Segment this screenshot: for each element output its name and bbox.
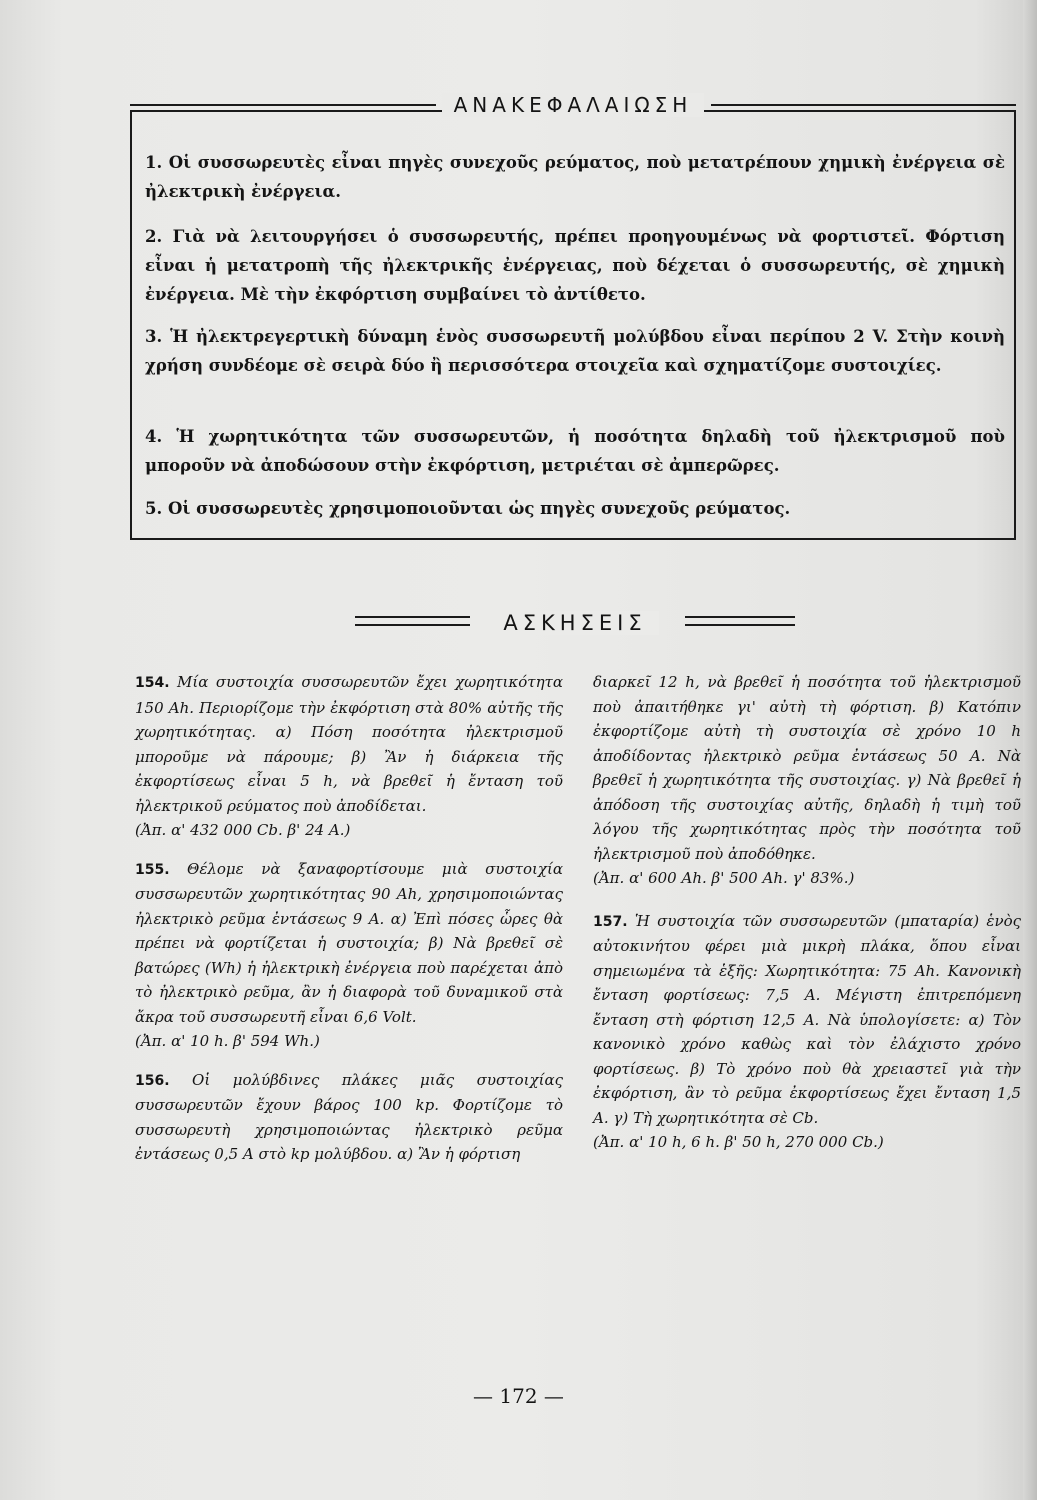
exercise-156-continued: [593, 670, 1021, 891]
exercise-number: 157.: [593, 913, 628, 930]
exercise-number: 155.: [135, 861, 170, 878]
exercise-154: [135, 670, 563, 843]
exercise-number: 154.: [135, 675, 170, 691]
page-edge-shadow: [1023, 0, 1037, 1500]
summary-rule-left: [130, 104, 436, 106]
exercise-answer: (Ἀπ. α' 432 000 Cb. β' 24 A.): [135, 821, 351, 839]
summary-item-5: 5. Οἱ συσσωρευτὲς χρησιμοποιοῦνται ὡς πηγὲς συνεχοῦς ρεύματος.: [145, 499, 791, 518]
summary-rule-right: [711, 104, 1017, 106]
exercise-number: 156.: [135, 1072, 170, 1089]
page-number: — 172 —: [473, 1384, 564, 1408]
exercise-155: [135, 857, 563, 1054]
exercise-text: Θέλομε νὰ ξαναφορτίσουμε μιὰ συστοιχία συσσωρευτῶν χωρητικότητας 90 Ah, χρησιμοποιώντας ἠλεκτρικὸ ρεῦμα ἐντάσεως 9 A. α) Ἐπὶ πόσες ὧρες θὰ πρέπει νὰ φορτίζεται ἡ συστοιχία; β) Νὰ βρεθεῖ σὲ βατώρες (Wh) ἡ ἠλεκτρικὴ ἐνέργεια ποὺ παρέχεται ἀπὸ τὸ ἠλεκτρικὸ ρεῦμα, ἂν ἡ διαφορὰ τοῦ δυναμικοῦ στὰ ἄκρα τοῦ συσσωρευτῆ εἶναι 6,6 Volt.: [135, 859, 563, 1026]
exercise-text: Οἱ μολύβδινες πλάκες μιᾶς συστοιχίας συσσωρευτῶν ἔχουν βάρος 100 kp. Φορτίζομε τὸ συσσωρευτὴ χρησιμοποιώντας ἠλεκτρικὸ ρεῦμα ἐντάσεως 0,5 A στὸ kp μολύβδου. α) Ἂν ἡ φόρτιση: [135, 1070, 563, 1163]
summary-item-4: 4. Ἡ χωρητικότητα τῶν συσσωρευτῶν, ἡ ποσότητα δηλαδὴ τοῦ ἠλεκτρισμοῦ ποὺ μποροῦν νὰ ἀποδώσουν στὴν ἐκφόρτιση, μετριέται σὲ ἀμπερῶρες.: [145, 427, 1005, 475]
exercise-answer: (Ἀπ. α' 10 h, 6 h. β' 50 h, 270 000 Cb.): [593, 1133, 884, 1151]
right-column: [593, 670, 1021, 1155]
summary-item-2: 2. Γιὰ νὰ λειτουργήσει ὁ συσσωρευτής, πρέπει προηγουμένως νὰ φορτιστεῖ. Φόρτιση εἶναι ἡ μετατροπὴ τῆς ἠλεκτρικῆς ἐνέργειας, ποὺ δέχεται ὁ συσσωρευτής, σὲ χημικὴ ἐνέργεια. Μὲ τὴν ἐκφόρτιση συμβαίνει τὸ ἀντίθετο.: [145, 227, 1005, 304]
exercises-title: ΑΣΚΗΣΕΙΣ: [491, 611, 658, 635]
exercise-answer: (Ἀπ. α' 600 Ah. β' 500 Ah. γ' 83%.): [593, 869, 855, 887]
summary-item-3: 3. Ἡ ἠλεκτρεγερτικὴ δύναμη ἑνὸς συσσωρευτῆ μολύβδου εἶναι περίπου 2 V. Στὴν κοινὴ χρήση συνδέομε σὲ σειρὰ δύο ἢ περισσότερα στοιχεῖα καὶ σχηματίζομε συστοιχίες.: [145, 327, 1005, 375]
summary-item-1: 1. Οἱ συσσωρευτὲς εἶναι πηγὲς συνεχοῦς ρεύματος, ποὺ μετατρέπουν χημικὴ ἐνέργεια σὲ ἠλεκτρικὴ ἐνέργεια.: [145, 153, 1005, 201]
exercise-156: [135, 1068, 563, 1167]
exercise-157: [593, 909, 1021, 1155]
exercise-text: Μία συστοιχία συσσωρευτῶν ἔχει χωρητικότητα 150 Ah. Περιορίζομε τὴν ἐκφόρτιση στὰ 80% αὐτῆς τῆς χωρητικότητας. α) Πόση ποσότητα ἠλεκτρισμοῦ μποροῦμε νὰ πάρουμε; β) Ἂν ἡ διάρκεια τῆς ἐκφορτίσεως εἶναι 5 h, νὰ βρεθεῖ ἡ ἔνταση τοῦ ἠλεκτρικοῦ ρεύματος ποὺ ἀποδίδεται.: [135, 673, 563, 815]
summary-title: ΑΝΑΚΕΦΑΛΑΙΩΣΗ: [442, 93, 705, 117]
exercise-answer: (Ἀπ. α' 10 h. β' 594 Wh.): [135, 1032, 320, 1050]
exercises-header: [355, 608, 795, 638]
exercise-text: Ἡ συστοιχία τῶν συσσωρευτῶν (μπαταρία) ἑνὸς αὐτοκινήτου φέρει μιὰ μικρὴ πλάκα, ὅπου εἶναι σημειωμένα τὰ ἑξῆς: Χωρητικότητα: 75 Ah. Κανονικὴ ἔνταση φορτίσεως: 7,5 A. Μέγιστη ἐπιτρεπόμενη ἔνταση στὴ φόρτιση 12,5 A. Νὰ ὑπολογίσετε: α) Τὸν κανονικὸ χρόνο καθὼς καὶ τὸν ἐλάχιστο χρόνο φορτίσεως. β) Τὸ χρόνο ποὺ θὰ χρειαστεῖ γιὰ τὴν ἐκφόρτιση, ἂν τὸ ρεῦμα ἐκφορτίσεως ἔχει ἔνταση 1,5 A. γ) Τὴ χωρητικότητα σὲ Cb.: [593, 911, 1021, 1127]
left-column: [135, 670, 563, 1167]
summary-header: [130, 92, 1016, 118]
exercise-text: διαρκεῖ 12 h, νὰ βρεθεῖ ἡ ποσότητα τοῦ ἠλεκτρισμοῦ ποὺ ἀπαιτήθηκε γι' αὐτὴ τὴ φόρτιση. β) Κατόπιν ἐκφορτίζομε αὐτὴ τὴ συστοιχία σὲ χρόνο 10 h ἀποδίδοντας ἠλεκτρικὸ ρεῦμα ἐντάσεως 50 A. Νὰ βρεθεῖ ἡ χωρητικότητα τῆς συστοιχίας. γ) Νὰ βρεθεῖ ἡ ἀπόδοση τῆς συστοιχίας αὐτῆς, δηλαδὴ ἡ τιμὴ τοῦ λόγου τῆς χωρητικότητας πρὸς τὴν ποσότητα τοῦ ἠλεκτρισμοῦ ποὺ ἀποδόθηκε.: [593, 673, 1021, 863]
